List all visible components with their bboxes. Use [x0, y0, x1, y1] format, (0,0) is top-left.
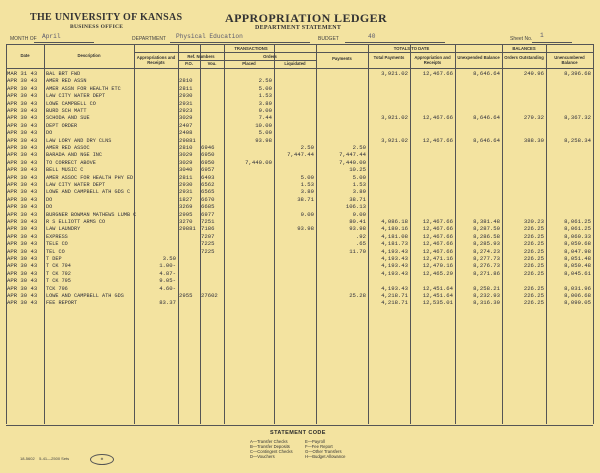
cell-date: APR 30 43: [7, 99, 38, 107]
table-row: [6, 212, 593, 218]
cell-desc: LOWE AND CAMPBELL ATH GDS C: [46, 189, 131, 196]
cell-ar: 12,467.66: [422, 240, 453, 248]
cell-ub: 8,274.23: [473, 247, 500, 255]
cell-ar: 12,535.01: [422, 299, 453, 307]
cell-placed: 2.50: [258, 77, 272, 85]
cell-desc: T DEP: [46, 256, 62, 262]
cell-desc: BURD SCH MATT: [46, 108, 87, 114]
cell-oo: 279.32: [523, 114, 544, 122]
cell-date: APR 30 43: [7, 158, 38, 166]
cell-date: APR 30 43: [7, 136, 38, 144]
cell-ub: 8,232.93: [473, 292, 500, 299]
cell-desc: T CK 794: [46, 263, 71, 270]
cell-po: 2811: [179, 84, 193, 92]
cell-desc: SCHODA AND SUE: [46, 115, 90, 122]
cell-po: 2995: [179, 210, 193, 218]
cell-ar: 12,471.16: [422, 255, 453, 262]
cell-po: 2810: [179, 77, 193, 85]
statement-code-right: [305, 439, 346, 459]
cell-vou: 6957: [201, 166, 215, 174]
cell-date: APR 30 43: [7, 247, 38, 255]
table-row: [6, 167, 593, 173]
cell-date: APR 30 43: [7, 92, 38, 100]
cell-pay: 5.00: [352, 173, 366, 181]
cell-vou: 6493: [201, 173, 215, 181]
table-row: [6, 78, 593, 84]
cell-ar: 12,467.66: [422, 225, 453, 233]
cell-po: 2930: [179, 92, 193, 100]
col-po: P.O.: [185, 61, 193, 66]
cell-desc: DO: [46, 204, 53, 211]
cell-desc: LAW CITY WATER DEPT: [46, 182, 106, 188]
cell-ub: 8,286.58: [473, 232, 500, 240]
cell-liq: 93.98: [297, 225, 314, 233]
cell-placed: 7,440.00: [245, 158, 272, 166]
cell-pay: 7,447.44: [339, 151, 366, 159]
table-row: [6, 271, 593, 277]
table-row: [6, 86, 593, 92]
cell-date: APR 30 43: [7, 225, 38, 233]
cell-liq: 38.71: [297, 195, 314, 203]
table-row: [6, 108, 593, 114]
cell-desc: LAW CITY WATER DEPT: [46, 93, 106, 100]
budget-label: BUDGET: [318, 36, 339, 42]
cell-desc: LAW LORY AND DRY CLNS: [46, 137, 112, 144]
cell-date: APR 30 43: [7, 181, 38, 188]
cell-desc: BAL BRT FWD: [46, 71, 81, 77]
table-row: [6, 286, 593, 292]
cell-placed: 10.00: [255, 121, 272, 129]
cell-ar: 12,467.66: [422, 114, 453, 122]
table-row: [6, 204, 593, 210]
cell-eb: 8,060.33: [564, 232, 591, 240]
form-number-text: 18-5602: [20, 456, 35, 461]
cell-vou: 7186: [201, 225, 215, 233]
cell-ar: 12,467.66: [422, 218, 453, 225]
cell-po: 3040: [179, 166, 193, 174]
cell-date: APR 30 43: [7, 188, 38, 196]
cell-eb: 8,396.68: [564, 70, 591, 77]
col-unencumbered: Unencumbered Balance: [554, 55, 585, 65]
col-transactions: TRANSACTIONS: [234, 46, 268, 51]
cell-oo: 226.25: [523, 269, 544, 277]
cell-date: APR 30 43: [7, 84, 38, 92]
table-row: [6, 234, 593, 240]
cell-ar: 12,451.64: [422, 292, 453, 299]
cell-ub: 8,316.30: [473, 299, 500, 307]
cell-po: 2931: [179, 188, 193, 196]
sheet-value: 1: [540, 32, 544, 39]
cell-oo: 320.23: [523, 218, 544, 225]
code-a: A—Transfer Checks: [250, 439, 288, 444]
cell-vou: 6562: [201, 181, 215, 188]
cell-pay: .92: [355, 232, 366, 240]
cell-desc: LOWE CAMPBELL CO: [46, 100, 96, 107]
cell-liq: 1.53: [300, 181, 314, 188]
cell-date: MAR 31 43: [7, 70, 38, 77]
cell-pay: 25.28: [349, 292, 366, 299]
table-row: [6, 263, 593, 269]
cell-ub: 8,285.93: [473, 240, 500, 248]
cell-vou: 6565: [201, 188, 215, 196]
cell-ar: 12,465.29: [422, 269, 453, 277]
cell-desc: TEL CO: [46, 248, 65, 255]
cell-oo: 249.96: [523, 70, 544, 77]
table-row: [6, 189, 593, 195]
cell-placed: 9.00: [258, 107, 272, 114]
col-totals-to-date: TOTALS TO DATE: [393, 46, 430, 51]
cell-appr: 3.50: [162, 255, 176, 262]
table-row: [6, 293, 593, 299]
col-appr-receipts: Appropriation and Receipts: [414, 55, 451, 65]
table-row: [6, 145, 593, 151]
cell-vou: 7225: [201, 240, 215, 248]
cell-pay: .65: [355, 240, 366, 248]
cell-placed: 5.00: [258, 84, 272, 92]
cell-desc: R S ELLIOTT ARMS CO: [46, 219, 106, 225]
cell-po: 29881: [179, 225, 196, 233]
cell-ar: 12,470.16: [422, 262, 453, 270]
cell-po: 2923: [179, 107, 193, 114]
cell-tp: 4,193.43: [381, 269, 408, 277]
cell-tp: 4,218.71: [381, 292, 408, 299]
col-balances: BALANCES: [512, 46, 536, 51]
table-row: [6, 115, 593, 121]
cell-vou: 7225: [201, 247, 215, 255]
cell-date: APR 30 43: [7, 218, 38, 225]
cell-ub: 8,646.64: [473, 136, 500, 144]
cell-liq: 2.50: [300, 144, 314, 151]
cell-ub: 8,646.64: [473, 70, 500, 77]
cell-desc: LAW LAUNDRY: [46, 226, 81, 233]
ledger-title: APPROPRIATION LEDGER: [225, 11, 388, 25]
table-row: [6, 101, 593, 107]
table-row: [6, 300, 593, 306]
cell-date: APR 30 43: [7, 232, 38, 240]
table-row: [6, 138, 593, 144]
cell-desc: AMER RED ASSOC: [46, 145, 90, 151]
cell-eb: 8,367.32: [564, 114, 591, 122]
cell-desc: T CK 795: [46, 278, 71, 285]
ledger-subtitle: DEPARTMENT STATEMENT: [255, 25, 342, 31]
cell-ub: 8,381.48: [473, 218, 500, 225]
code-g: G—Other Transfers: [305, 449, 342, 454]
cell-po: 2811: [179, 173, 193, 181]
cell-ar: 12,467.66: [422, 247, 453, 255]
col-vou: Vou.: [207, 61, 217, 66]
cell-ub: 8,646.64: [473, 114, 500, 122]
cell-date: APR 30 43: [7, 195, 38, 203]
cell-ar: 12,467.66: [422, 70, 453, 77]
department-value: Physical Education: [176, 33, 243, 40]
cell-po: 2407: [179, 121, 193, 129]
cell-tp: 4,193.43: [381, 262, 408, 270]
cell-po: 2955: [179, 292, 193, 299]
cell-ub: 8,276.73: [473, 262, 500, 270]
cell-eb: 8,090.05: [564, 299, 591, 307]
cell-vou: 6950: [201, 151, 215, 159]
cell-po: 2931: [179, 99, 193, 107]
table-row: [6, 226, 593, 232]
cell-ar: 12,467.66: [422, 232, 453, 240]
cell-oo: 226.25: [523, 284, 544, 292]
cell-po: 2810: [179, 144, 193, 151]
cell-desc: AMER ASSN FOR HEALTH ETC: [46, 85, 121, 92]
code-e: E—Payroll: [305, 439, 325, 444]
cell-placed: 1.53: [258, 92, 272, 100]
cell-ub: 8,271.86: [473, 269, 500, 277]
cell-pay: 2.50: [352, 144, 366, 151]
table-row: [6, 175, 593, 181]
cell-vou: 6685: [201, 203, 215, 211]
cell-pay: 106.13: [345, 203, 366, 211]
cell-tp: 4,181.73: [381, 240, 408, 248]
cell-date: APR 30 43: [7, 151, 38, 159]
table-row: [6, 197, 593, 203]
month-value: April: [42, 33, 61, 40]
cell-oo: 226.25: [523, 262, 544, 270]
cell-tp: 4,193.43: [381, 247, 408, 255]
cell-desc: DO: [46, 196, 53, 203]
print-info: 5-41—2500 Sets: [39, 456, 70, 461]
cell-desc: AMER RED ASSN: [46, 78, 87, 85]
cell-pay: 38.71: [349, 195, 366, 203]
cell-eb: 8,258.34: [564, 136, 591, 144]
cell-po: 3269: [179, 203, 193, 211]
cell-pay: 9.00: [352, 210, 366, 218]
cell-placed: 93.98: [255, 136, 272, 144]
cell-vou: 27602: [201, 292, 218, 299]
code-b: B—Transfer Deposits: [250, 444, 290, 449]
cell-vou: 6977: [201, 210, 215, 218]
cell-eb: 8,051.48: [564, 255, 591, 262]
cell-eb: 8,061.25: [564, 225, 591, 233]
cell-oo: 226.25: [523, 299, 544, 307]
cell-po: 2408: [179, 129, 193, 137]
cell-po: 3029: [179, 114, 193, 122]
cell-desc: BARADA AND NGE INC: [46, 152, 103, 159]
cell-date: APR 30 43: [7, 262, 38, 270]
cell-tp: 4,086.18: [381, 218, 408, 225]
cell-ub: 8,277.73: [473, 255, 500, 262]
col-date: Date: [20, 53, 30, 58]
cell-po: 3270: [179, 218, 193, 225]
cell-date: APR 30 43: [7, 299, 38, 307]
table-row: [6, 219, 593, 225]
cell-desc: BELL MUSIC C: [46, 167, 84, 174]
code-d: D—Vouchers: [250, 454, 275, 459]
code-h: H—Budget Allowance: [305, 454, 346, 459]
cell-date: APR 30 43: [7, 77, 38, 85]
university-name: THE UNIVERSITY OF KANSAS: [30, 12, 183, 23]
statement-code-title: STATEMENT CODE: [270, 430, 326, 436]
cell-tp: 4,181.08: [381, 232, 408, 240]
cell-pay: 1.53: [352, 181, 366, 188]
cell-desc: TO CORRECT ABOVE: [46, 159, 96, 166]
cell-pay: 93.98: [349, 225, 366, 233]
cell-tp: 3,921.02: [381, 70, 408, 77]
cell-date: APR 30 43: [7, 269, 38, 277]
code-f: F—Fee Report: [305, 444, 333, 449]
cell-appr: 4.87-: [159, 269, 176, 277]
cell-eb: 8,031.96: [564, 284, 591, 292]
cell-appr: 1.00-: [159, 262, 176, 270]
cell-liq: 9.00: [300, 210, 314, 218]
cell-date: APR 30 43: [7, 166, 38, 174]
table-row: [6, 152, 593, 158]
col-orders-outstanding: Orders Outstanding: [504, 55, 544, 60]
cell-placed: 7.44: [258, 114, 272, 122]
col-appropriations: Appropriations and Receipts: [136, 55, 176, 65]
cell-date: APR 30 43: [7, 210, 38, 218]
cell-date: APR 30 43: [7, 203, 38, 211]
table-row: [6, 241, 593, 247]
cell-date: APR 30 43: [7, 255, 38, 262]
cell-appr: 9.05-: [159, 277, 176, 285]
cell-appr: 4.60-: [159, 284, 176, 292]
cell-oo: 226.25: [523, 225, 544, 233]
cell-desc: BURGNER BOWMAN MATHEWS LUMB C: [46, 211, 137, 218]
cell-desc: DO: [46, 130, 53, 137]
cell-date: APR 30 43: [7, 284, 38, 292]
cell-date: APR 30 43: [7, 114, 38, 122]
cell-desc: TCK 796: [46, 285, 68, 292]
cell-oo: 226.25: [523, 240, 544, 248]
col-orders: Orders: [263, 54, 277, 59]
cell-date: APR 30 43: [7, 277, 38, 285]
cell-date: APR 30 43: [7, 292, 38, 299]
budget-value: 40: [368, 33, 376, 40]
col-placed: Placed: [242, 61, 256, 66]
col-unexpended: Unexpended Balance: [457, 55, 500, 60]
cell-eb: 8,006.68: [564, 292, 591, 299]
union-label-stamp: ⊕: [90, 454, 114, 465]
table-row: [6, 123, 593, 129]
cell-oo: 226.25: [523, 247, 544, 255]
table-row: [6, 160, 593, 166]
cell-placed: 3.89: [258, 99, 272, 107]
cell-ub: 8,258.21: [473, 284, 500, 292]
cell-pay: 80.41: [349, 218, 366, 225]
cell-desc: EXPRESS: [46, 233, 68, 240]
cell-ar: 12,467.66: [422, 136, 453, 144]
cell-date: APR 30 43: [7, 121, 38, 129]
cell-pay: 10.25: [349, 166, 366, 174]
cell-liq: 7,447.44: [287, 151, 314, 159]
table-row: [6, 278, 593, 284]
department-label: DEPARTMENT: [132, 36, 166, 42]
cell-date: APR 30 43: [7, 144, 38, 151]
cell-eb: 8,059.68: [564, 240, 591, 248]
cell-vou: 6946: [201, 144, 215, 151]
cell-desc: AMER ASSOC FOR HEALTH PHY ED: [46, 174, 134, 181]
cell-pay: 3.89: [352, 188, 366, 196]
cell-eb: 8,045.61: [564, 269, 591, 277]
table-row: [6, 130, 593, 136]
col-total-payments: Total Payments: [373, 55, 405, 60]
cell-po: 3029: [179, 151, 193, 159]
table-row: [6, 256, 593, 262]
cell-oo: 226.25: [523, 292, 544, 299]
table-row: [6, 182, 593, 188]
cell-eb: 8,061.25: [564, 218, 591, 225]
table-row: [6, 249, 593, 255]
form-number: [20, 456, 69, 461]
statement-code-left: [250, 439, 293, 459]
cell-tp: 4,218.71: [381, 299, 408, 307]
col-payments: Payments: [332, 56, 352, 61]
table-row: [6, 71, 593, 77]
cell-date: APR 30 43: [7, 107, 38, 114]
cell-po: 3029: [179, 158, 193, 166]
cell-appr: 83.37: [159, 299, 176, 307]
cell-eb: 8,047.98: [564, 247, 591, 255]
cell-po: 2930: [179, 181, 193, 188]
cell-tp: 3,921.02: [381, 114, 408, 122]
cell-tp: 4,193.43: [381, 255, 408, 262]
cell-vou: 6670: [201, 195, 215, 203]
cell-liq: 5.00: [300, 173, 314, 181]
cell-oo: 226.25: [523, 255, 544, 262]
cell-date: APR 30 43: [7, 129, 38, 137]
month-label: MONTH OF: [10, 36, 37, 42]
code-c: C—Contingent Checks: [250, 449, 293, 454]
cell-pay: 11.70: [349, 247, 366, 255]
cell-desc: T CK 792: [46, 270, 71, 277]
cell-ar: 12,451.64: [422, 284, 453, 292]
cell-ub: 8,287.50: [473, 225, 500, 233]
sheet-label: Sheet No.: [510, 36, 533, 42]
cell-tp: 4,193.43: [381, 284, 408, 292]
cell-desc: TELE CO: [46, 241, 68, 248]
cell-desc: LOWE AND CAMPBELL ATH GDS: [46, 293, 124, 299]
cell-oo: 226.25: [523, 232, 544, 240]
cell-pay: 7,440.00: [339, 158, 366, 166]
cell-vou: 7251: [201, 218, 215, 225]
cell-vou: 7207: [201, 232, 215, 240]
cell-date: APR 30 43: [7, 240, 38, 248]
ledger-table: [6, 44, 593, 424]
col-liquidated: Liquidated: [284, 61, 306, 66]
table-row: [6, 93, 593, 99]
cell-vou: 6950: [201, 158, 215, 166]
office-name: BUSINESS OFFICE: [70, 24, 124, 30]
col-description: Description: [77, 53, 101, 58]
cell-desc: FEE REPORT: [46, 300, 78, 307]
cell-po: 29881: [179, 136, 196, 144]
cell-oo: 388.30: [523, 136, 544, 144]
cell-liq: 3.89: [300, 188, 314, 196]
cell-tp: 4,180.16: [381, 225, 408, 233]
col-ref-numbers: Ref. Numbers: [187, 54, 215, 59]
cell-desc: DEPT ORDER: [46, 122, 78, 129]
cell-po: 1827: [179, 195, 193, 203]
cell-date: APR 30 43: [7, 173, 38, 181]
cell-eb: 8,050.48: [564, 262, 591, 270]
cell-tp: 3,921.02: [381, 136, 408, 144]
cell-placed: 5.00: [258, 129, 272, 137]
